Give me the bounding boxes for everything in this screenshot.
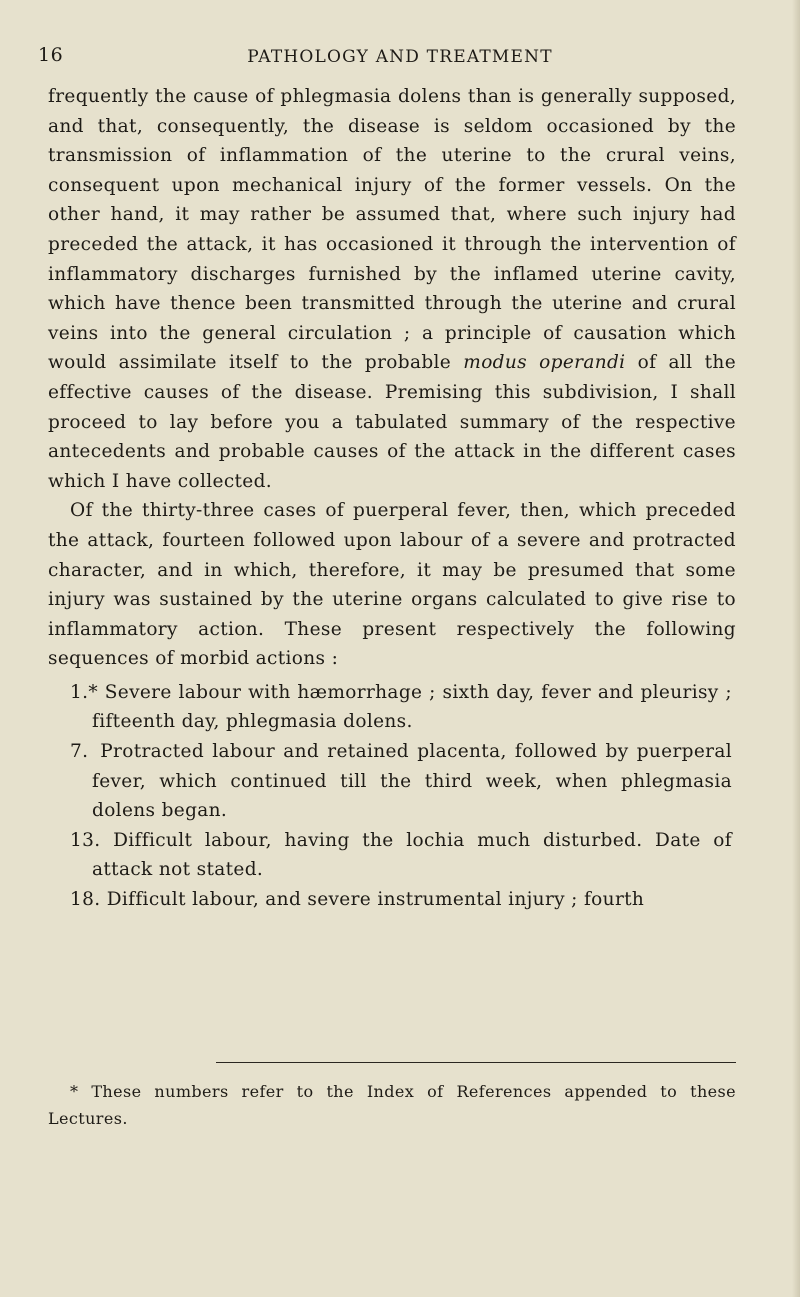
case-text: Protracted labour and retained placenta, followed by puerperal fever, which continued till the third week, when phlegmasia dolens began. [92,741,732,822]
case-item [70,826,732,885]
footnote-text: * These numbers refer to the Index of References appended to these Lectures. [48,1082,736,1128]
paragraph-2: Of the thirty-three cases of puerperal fever, then, which preceded the attack, fourteen followed upon labour of a severe and protracted character, and in which, therefore, it may be presumed that some injury was sustained by the uterine organs calculated to give rise to inflammatory action. These present respectively the following sequences of morbid actions : [48,500,736,670]
case-text: Severe labour with hæmorrhage ; sixth day, fever and pleurisy ; fifteenth day, phlegmasia dolens. [92,681,732,733]
case-item [70,678,732,737]
paragraph-1-italic: modus operandi [463,352,626,374]
paragraph-1-text: frequently the cause of phlegmasia dolens than is generally supposed, and that, consequently, the disease is seldom occasioned by the transmission of inflammation of the uterine to the crural veins, consequent upon mechanical injury of the former vessels. On the other hand, it may rather be assumed that, where such injury had preceded the attack, it has occasioned it through the intervention of inflammatory discharges furnished by the inflamed uterine cavity, which have thence been transmitted through the uterine and crural veins into the general circulation ; a principle of causation which would assimilate itself to the probable [48,86,736,374]
case-number: 7. [70,741,89,763]
page-number: 16 [38,44,64,66]
footnote-divider [216,1062,736,1063]
paragraph-1-text-end: of all the effective causes of the disease. Premising this subdivision, I shall proceed to lay before you a tabulated summary of the respective antecedents and probable causes of the attack in the different cases which I have collected. [48,352,736,492]
running-head: PATHOLOGY AND TREATMENT [247,47,553,67]
case-item [70,737,732,826]
footnote [48,1078,736,1132]
case-text: Difficult labour, and severe instrumental injury ; fourth [106,889,645,911]
case-list [48,678,736,915]
case-item [70,885,732,915]
case-number: 1.* [70,681,98,703]
main-text [48,82,736,915]
case-number: 13. [70,829,101,851]
page-edge-shadow [792,0,800,1297]
case-number: 18. [70,889,101,911]
case-text: Difficult labour, having the lochia much disturbed. Date of attack not stated. [92,829,732,881]
paragraph-1 [48,82,736,496]
